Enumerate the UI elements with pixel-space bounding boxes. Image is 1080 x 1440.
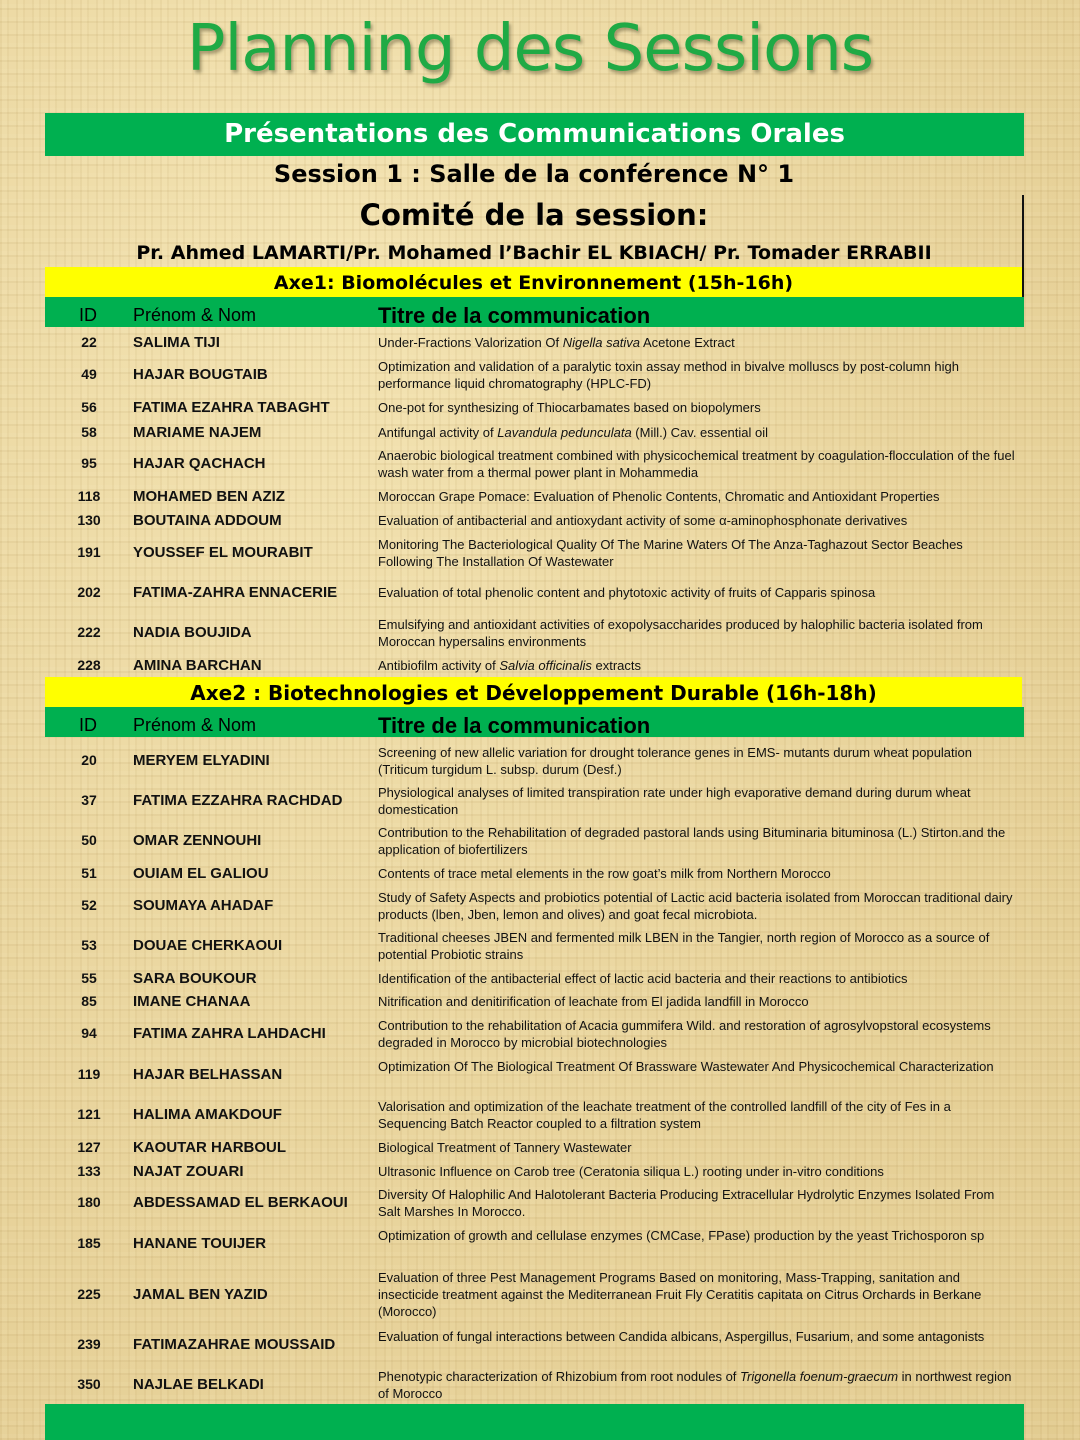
communication-title: Evaluation of antibacterial and antioxydant activity of some α-aminophosphonate derivatives [378,513,908,528]
communication-title: Screening of new allelic variation for drought tolerance genes in EMS- mutants durum wheat population (Triticum turgidum L. subsp. durum (Desf.) [378,745,973,777]
committee-members: Pr. Ahmed LAMARTI/Pr. Mohamed l’Bachir EL KBIACH/ Pr. Tomader ERRABII [136,242,932,264]
presentation-id: 20 [81,752,97,768]
table-row [45,334,1024,351]
footer-bar [45,1404,1024,1440]
table-row [45,424,1024,441]
communication-title: Phenotypic characterization of Rhizobium from root nodules of Trigonella foenum-graecum in northwest region of Morocco [378,1369,1012,1401]
presentation-id: 50 [81,832,97,848]
presentation-id: 52 [81,897,97,913]
presenter-name: SOUMAYA AHADAF [133,897,274,914]
communication-title: Biological Treatment of Tannery Wastewater [378,1140,632,1155]
communication-title: Under-Fractions Valorization Of Nigella sativa Acetone Extract [378,335,735,350]
presenter-name: HAJAR QACHACH [133,455,266,472]
table-row [45,889,1024,923]
presentation-id: 118 [77,487,101,504]
table-row [45,488,1024,505]
presenter-name: MERYEM ELYADINI [133,752,270,769]
presentation-id: 119 [77,1066,101,1082]
presentation-id: 191 [77,544,101,560]
presentation-id: 180 [77,1194,101,1210]
table-header-axis-1 [45,297,1024,327]
presenter-name: IMANE CHANAA [133,992,251,1010]
communication-title: Optimization and validation of a paralytic toxin assay method in bivalve molluscs by post-column high performance liquid chromatography (HPLC-FD) [378,359,959,391]
presentation-id: 51 [81,864,97,881]
communication-title: Emulsifying and antioxidant activities of exopolysaccharides produced by halophilic bacteria isolated from Moroccan hypersalins environments [378,617,983,649]
communication-title: Contribution to the Rehabilitation of degraded pastoral lands using Bituminaria bituminosa (L.) Stirton.and the application of biofertilizers [378,825,1006,857]
presentation-id: 202 [77,583,101,600]
table-row [45,358,1024,392]
presenter-name: FATIMAZAHRAE MOUSSAID [133,1336,336,1353]
communication-title: Contents of trace metal elements in the row goat’s milk from Northern Morocco [378,866,831,881]
presenter-name: HAJAR BOUGTAIB [133,366,268,383]
presenter-name: KAOUTAR HARBOUL [133,1138,287,1156]
communication-title: Evaluation of total phenolic content and phytotoxic activity of fruits of Capparis spinosa [378,585,876,600]
table-row [45,1186,1024,1220]
table-row [45,399,1024,416]
table-row [45,584,1024,601]
axis-2-heading: Axe2 : Biotechnologies et Développement Durable (16h-18h) [45,677,1022,707]
communication-title: Monitoring The Bacteriological Quality Of The Marine Waters Of The Anza-Taghazout Sector Beaches Following The Installation Of Wastewater [378,537,963,569]
presenter-name: NADIA BOUJIDA [133,624,252,641]
presentation-id: 95 [81,455,97,471]
presenter-name: ABDESSAMAD EL BERKAOUI [133,1194,348,1211]
table-row [45,993,1024,1010]
table-header-axis-2 [45,707,1024,737]
communication-title: Evaluation of three Pest Management Programs Based on monitoring, Mass-Trapping, sanitation and insecticide treatment against the Mediterranean Fruit Fly Ceratitis capitata on Citrus Orchards in Berkane (Morocco) [378,1270,982,1319]
table-row [45,1328,1024,1362]
presentation-id: 37 [81,792,97,808]
table-row [45,1163,1024,1180]
table-row [45,1368,1024,1402]
presentation-id: 58 [81,423,97,440]
table-row [45,447,1024,481]
presenter-name: DOUAE CHERKAOUI [133,937,283,954]
table-row [45,616,1024,650]
communication-title: Traditional cheeses JBEN and fermented milk LBEN in the Tangier, north region of Morocco as a source of potential Probiotic strains [378,930,990,962]
table-row [45,657,1024,674]
table-row [45,744,1024,778]
divider-line [1022,195,1024,297]
presentation-id: 130 [77,511,101,528]
table-row [45,1098,1024,1132]
presentation-id: 239 [77,1336,101,1352]
presentation-id: 350 [77,1376,101,1392]
committee-heading: Comité de la session: [359,198,709,232]
page-title: Planning des Sessions [186,12,874,86]
communication-title: Valorisation and optimization of the leachate treatment of the controlled landfill of the city of Fes in a Sequencing Batch Reactor coupled to a filtration system [378,1099,951,1131]
presenter-name: NAJAT ZOUARI [133,1162,244,1180]
presentation-id: 94 [81,1025,97,1041]
table-row [45,1017,1024,1051]
table-row [45,865,1024,882]
column-header-title: Titre de la communication [378,303,651,328]
communication-title: Physiological analyses of limited transpiration rate under high evaporative demand during durum wheat domestication [378,785,971,817]
presentation-id: 133 [77,1162,101,1179]
presenter-name: AMINA BARCHAN [133,656,262,674]
presenter-name: SALIMA TIJI [133,333,220,351]
table-row [45,1269,1024,1320]
table-row [45,1058,1024,1092]
axis-1-heading: Axe1: Biomolécules et Environnement (15h-16h) [45,267,1022,297]
presenter-name: FATIMA ZAHRA LAHDACHI [133,1025,326,1042]
presenter-name: MOHAMED BEN AZIZ [133,487,285,505]
communication-title: Ultrasonic Influence on Carob tree (Ceratonia siliqua L.) rooting under in-vitro conditions [378,1164,884,1179]
presenter-name: OMAR ZENNOUHI [133,832,262,849]
section-banner: Présentations des Communications Orales [45,113,1024,156]
column-header-id: ID [79,715,97,735]
presenter-name: MARIAME NAJEM [133,423,262,441]
table-row [45,1139,1024,1156]
table-row [45,929,1024,963]
communication-title: Optimization of growth and cellulase enzymes (CMCase, FPase) production by the yeast Trichosporon sp [378,1228,985,1243]
table-row [45,970,1024,987]
presentation-id: 49 [81,366,97,382]
presenter-name: YOUSSEF EL MOURABIT [133,544,313,561]
presenter-name: FATIMA-ZAHRA ENNACERIE [133,583,338,601]
column-header-id: ID [79,305,97,325]
presentation-id: 225 [77,1285,101,1302]
communication-title: Optimization Of The Biological Treatment Of Brassware Wastewater And Physicochemical Characterization [378,1059,994,1074]
presentation-id: 53 [81,937,97,953]
presenter-name: HANANE TOUIJER [133,1235,267,1252]
presentation-id: 56 [81,398,97,415]
column-header-title: Titre de la communication [378,713,651,738]
session-label: Session 1 : Salle de la conférence N° 1 [273,160,795,188]
communication-title: Nitrification and denitirification of leachate from El jadida landfill in Morocco [378,994,809,1009]
presentation-id: 22 [81,333,97,350]
communication-title: Antifungal activity of Lavandula pedunculata (Mill.) Cav. essential oil [378,425,768,440]
presenter-name: JAMAL BEN YAZID [133,1285,268,1303]
presentation-id: 121 [77,1106,101,1122]
presentation-id: 85 [81,992,97,1009]
presentation-id: 228 [77,656,101,673]
communication-title: Study of Safety Aspects and probiotics potential of Lactic acid bacteria isolated from Moroccan traditional dairy products (lben, Jben, lemon and olives) and goat fecal microbiota. [378,890,1013,922]
presenter-name: NAJLAE BELKADI [133,1376,264,1393]
column-header-name: Prénom & Nom [133,305,257,325]
presenter-name: FATIMA EZZAHRA RACHDAD [133,792,343,809]
communication-title: Contribution to the rehabilitation of Acacia gummifera Wild. and restoration of agrosylvopstoral ecosystems degraded in Morocco by microbial biotechnologies [378,1018,991,1050]
column-header-name: Prénom & Nom [133,715,257,735]
communication-title: Moroccan Grape Pomace: Evaluation of Phenolic Contents, Chromatic and Antioxidant Properties [378,489,940,504]
presenter-name: SARA BOUKOUR [133,969,257,987]
presentation-id: 127 [77,1138,101,1155]
communication-title: Evaluation of fungal interactions between Candida albicans, Aspergillus, Fusarium, and some antagonists [378,1329,985,1344]
table-row [45,536,1024,570]
presentation-id: 222 [77,624,101,640]
table-row [45,512,1024,529]
presenter-name: HALIMA AMAKDOUF [133,1106,282,1123]
communication-title: One-pot for synthesizing of Thiocarbamates based on biopolymers [378,400,761,415]
table-row [45,784,1024,818]
presenter-name: HAJAR BELHASSAN [133,1066,283,1083]
presenter-name: BOUTAINA ADDOUM [133,511,282,529]
presenter-name: FATIMA EZAHRA TABAGHT [133,398,330,416]
communication-title: Anaerobic biological treatment combined with physicochemical treatment by coagulation-flocculation of the fuel wash water from a thermal power plant in Mohammedia [378,448,1015,480]
communication-title: Antibiofilm activity of Salvia officinalis extracts [378,658,641,673]
presenter-name: OUIAM EL GALIOU [133,864,269,882]
table-row [45,1227,1024,1261]
table-row [45,824,1024,858]
communication-title: Identification of the antibacterial effect of lactic acid bacteria and their reactions to antibiotics [378,971,908,986]
presentation-id: 185 [77,1235,101,1251]
communication-title: Diversity Of Halophilic And Halotolerant Bacteria Producing Extracellular Hydrolytic Enzymes Isolated From Salt Marshes In Morocco. [378,1187,995,1219]
presentation-id: 55 [81,969,97,986]
